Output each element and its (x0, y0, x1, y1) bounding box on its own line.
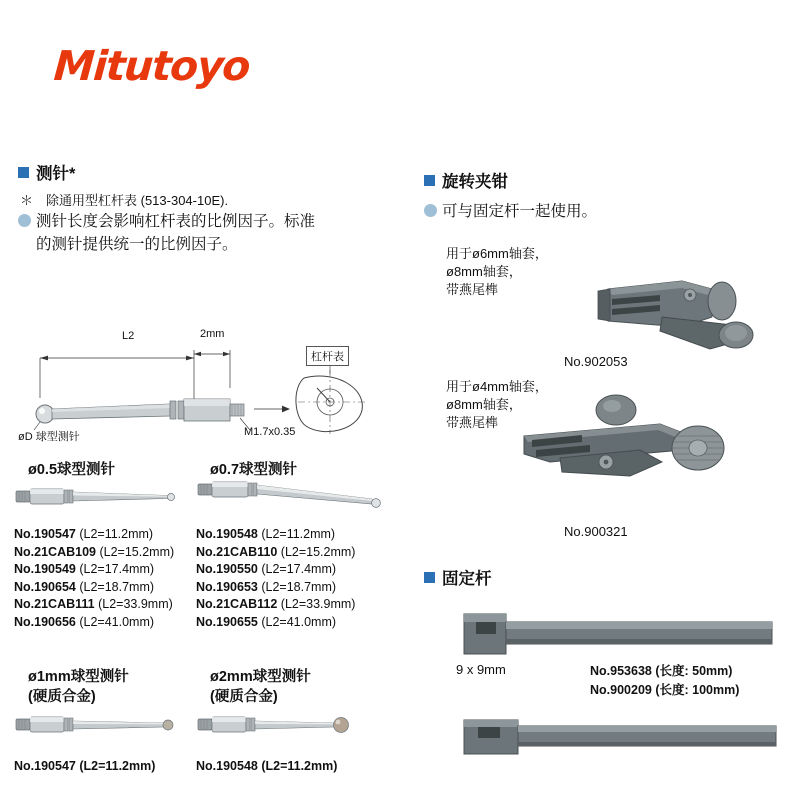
numlist-05 (14, 526, 174, 631)
clamp-caption-902053: No.902053 (564, 354, 628, 369)
stylus-photo-05 (14, 478, 194, 514)
drawing-label-lever: 杠杆表 (306, 346, 349, 366)
drawing-label-ball: øD 球型测针 (18, 431, 80, 443)
stylus-paragraph-line2: 的测针提供统一的比例因子。 (36, 236, 238, 254)
group-title-1mm-line2: (硬质合金) (28, 689, 96, 705)
list-item: No.190550 (L2=17.4mm) (196, 562, 337, 576)
stylus-paragraph (18, 210, 388, 257)
list-item: No.190549 (L2=17.4mm) (14, 562, 155, 576)
list-item: No.190656 (L2=41.0mm) (14, 614, 155, 629)
stylus-paragraph-line1: 测针长度会影响杠杆表的比例因子。标准 (36, 213, 316, 230)
clamp-heading-label: 旋转夹钳 (442, 173, 508, 191)
group-title-2mm-line1: ø2mm球型测针 (210, 669, 311, 685)
stylus-dimension-drawing (18, 330, 378, 450)
group-title-05: ø0.5球型测针 (28, 462, 116, 478)
rod-numlist (590, 662, 739, 700)
list-item: No.21CAB112 (L2=33.9mm) (196, 597, 356, 611)
rod-heading-label: 固定杆 (442, 570, 492, 588)
list-item: No.190548 (L2=11.2mm) (196, 759, 338, 773)
stylus-heading-label: 测针* (36, 165, 76, 183)
clamp-photo-902053 (590, 255, 770, 355)
list-item: No.21CAB111 (L2=33.9mm) (14, 597, 173, 611)
stylus-section-heading (18, 160, 75, 184)
list-item: No.953638 (长度: 50mm) (590, 664, 733, 678)
clamp-section-heading (424, 168, 508, 192)
blue-circle-icon (18, 214, 31, 227)
stylus-photo-07 (196, 472, 396, 518)
clamp-spec-2: 用于ø4mm轴套， ø8mm轴套， 带燕尾榫 (446, 379, 548, 430)
clamp-caption-900321: No.900321 (564, 524, 628, 539)
stylus-photo-1mm (14, 706, 194, 746)
clamp-note (424, 200, 597, 223)
numlist-1mm (14, 758, 155, 776)
blue-square-icon (424, 175, 435, 186)
drawing-label-2mm: 2mm (200, 328, 225, 340)
group-title-2mm-line2: (硬质合金) (210, 689, 278, 705)
rod-size-label: 9 x 9mm (456, 662, 506, 677)
list-item: No.190654 (L2=18.7mm) (14, 579, 155, 594)
list-item: No.900209 (长度: 100mm) (590, 683, 740, 697)
mitutoyo-logo: Mitutoyo (52, 42, 251, 90)
list-item: No.190547 (L2=11.2mm) (14, 527, 154, 541)
group-title-1mm-line1: ø1mm球型测针 (28, 669, 129, 685)
list-item: No.190547 (L2=11.2mm) (14, 759, 156, 773)
list-item: No.190655 (L2=41.0mm) (196, 614, 337, 629)
numlist-07 (196, 526, 355, 631)
stylus-footnote: ＊ 除通用型杠杆表 (513-304-10E). (20, 193, 229, 208)
group-title-07: ø0.7球型测针 (210, 462, 298, 478)
clamp-spec-1: 用于ø6mm轴套， ø8mm轴套， 带燕尾榫 (446, 246, 548, 297)
list-item: No.21CAB110 (L2=15.2mm) (196, 544, 356, 559)
drawing-label-l2: L2 (122, 330, 135, 342)
rod-photo-1 (456, 600, 786, 670)
list-item: No.190653 (L2=18.7mm) (196, 579, 337, 594)
clamp-photo-900321 (510, 378, 740, 488)
rod-photo-2 (456, 706, 786, 766)
blue-circle-icon (424, 204, 437, 217)
list-item: No.21CAB109 (L2=15.2mm) (14, 544, 175, 559)
drawing-label-thread: M1.7x0.35 (244, 426, 296, 438)
stylus-photo-2mm (196, 706, 386, 746)
blue-square-icon (424, 572, 435, 583)
rod-section-heading (424, 565, 492, 589)
blue-square-icon (18, 167, 29, 178)
clamp-note-label: 可与固定杆一起使用。 (442, 203, 598, 220)
list-item: No.190548 (L2=11.2mm) (196, 527, 336, 541)
numlist-2mm (196, 758, 337, 776)
